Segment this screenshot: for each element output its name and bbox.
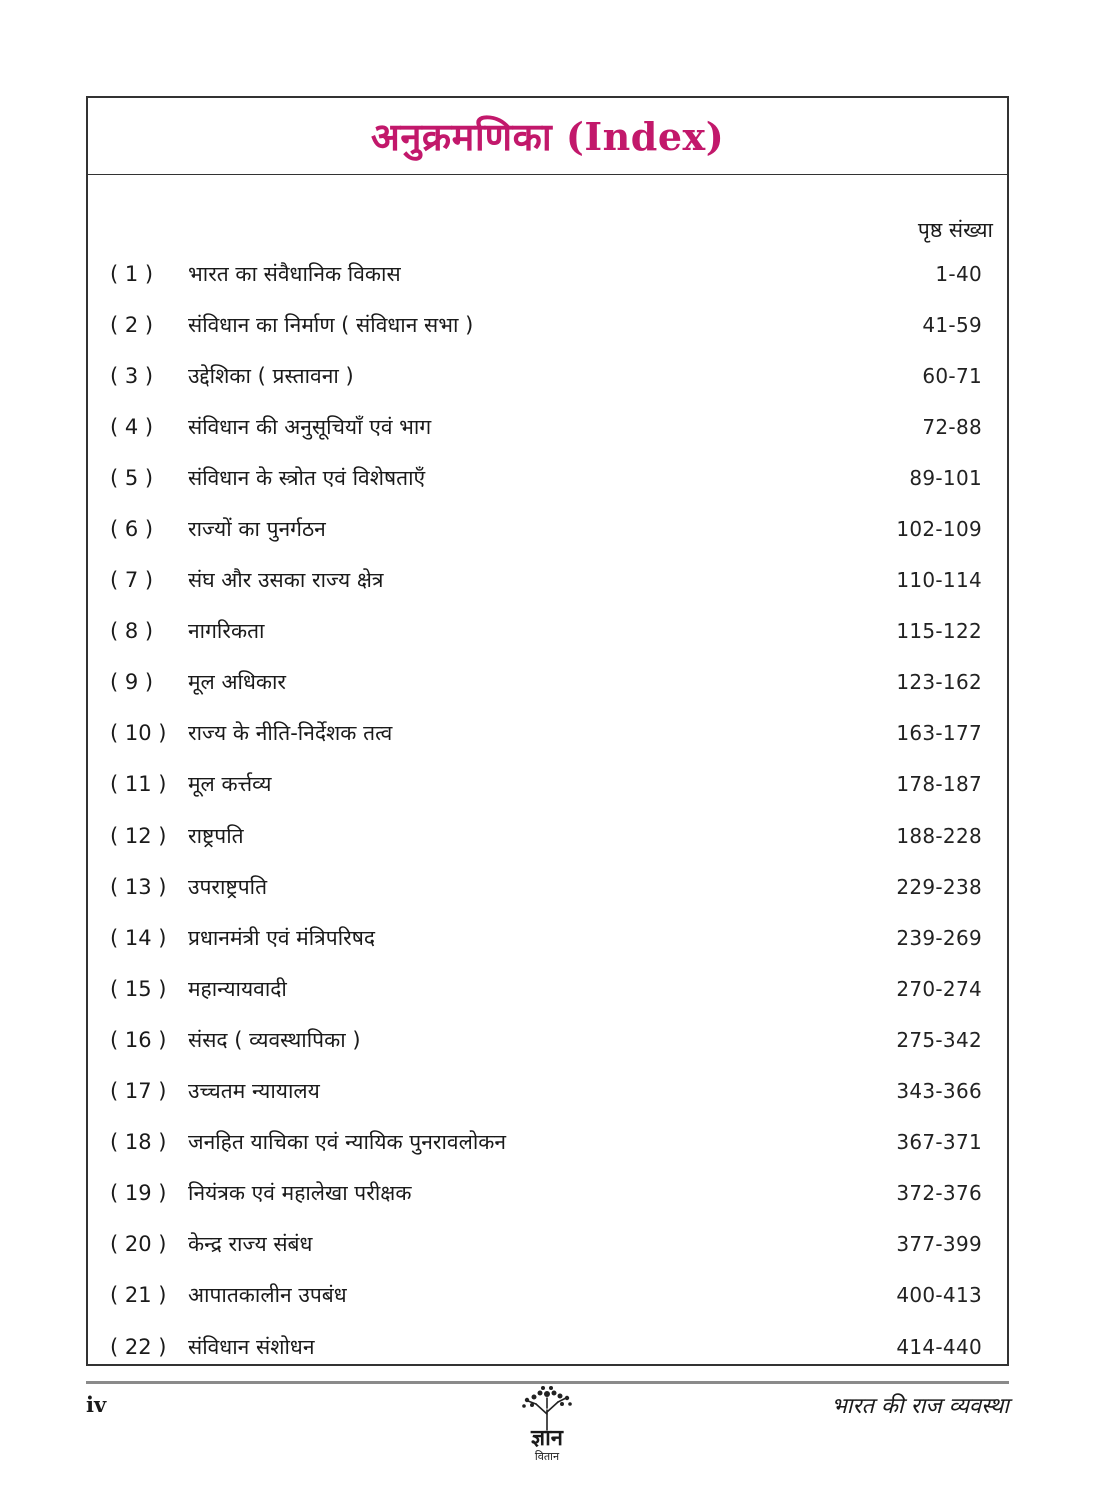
index-entry: [88, 861, 1007, 912]
entry-number: ( 14 ): [110, 925, 167, 950]
entry-pages: 102-109: [896, 517, 982, 542]
logo-subtext: वितान: [534, 1450, 560, 1463]
entry-number: ( 5 ): [110, 465, 154, 490]
entry-number: ( 15 ): [110, 976, 167, 1001]
entry-title: संघ और उसका राज्य क्षेत्र: [188, 568, 384, 593]
page-number-column-heading: पृष्ठ संख्या: [917, 218, 993, 242]
entry-title: नियंत्रक एवं महालेखा परीक्षक: [188, 1181, 412, 1206]
entry-pages: 239-269: [896, 925, 982, 950]
index-entry: [88, 1117, 1007, 1168]
entry-number: ( 12 ): [110, 823, 167, 848]
entry-number: ( 17 ): [110, 1079, 167, 1104]
entry-number: ( 2 ): [110, 312, 154, 337]
page-title: अनुक्रमणिका (Index): [370, 114, 725, 159]
index-entry: [88, 606, 1007, 657]
entry-title: भारत का संवैधानिक विकास: [188, 261, 401, 286]
entry-number: ( 16 ): [110, 1027, 167, 1052]
index-entry: [88, 1168, 1007, 1219]
entry-pages: 367-371: [896, 1130, 982, 1155]
entry-number: ( 3 ): [110, 363, 154, 388]
entry-number: ( 18 ): [110, 1130, 167, 1155]
entry-title: जनहित याचिका एवं न्यायिक पुनरावलोकन: [188, 1130, 507, 1155]
page-folio: iv: [86, 1392, 107, 1417]
entry-title: मूल अधिकार: [188, 670, 287, 695]
entry-number: ( 21 ): [110, 1283, 167, 1308]
index-list: [88, 248, 1007, 1372]
index-entry: [88, 503, 1007, 554]
entry-title: उच्चतम न्यायालय: [188, 1079, 320, 1104]
index-entry: [88, 1014, 1007, 1065]
index-entry: [88, 452, 1007, 503]
index-frame: [86, 96, 1009, 1366]
entry-pages: 400-413: [896, 1283, 982, 1308]
entry-pages: 41-59: [922, 312, 982, 337]
entry-number: ( 6 ): [110, 517, 154, 542]
entry-pages: 343-366: [896, 1079, 982, 1104]
publisher-logo: [512, 1384, 582, 1466]
index-entry: [88, 759, 1007, 810]
entry-pages: 414-440: [896, 1334, 982, 1359]
entry-pages: 377-399: [896, 1232, 982, 1257]
index-entry: [88, 963, 1007, 1014]
entry-title: संविधान का निर्माण ( संविधान सभा ): [188, 312, 474, 337]
entry-pages: 1-40: [935, 261, 982, 286]
entry-pages: 188-228: [896, 823, 982, 848]
index-entry: [88, 401, 1007, 452]
entry-number: ( 4 ): [110, 414, 154, 439]
entry-pages: 178-187: [896, 772, 982, 797]
index-entry: [88, 708, 1007, 759]
entry-number: ( 13 ): [110, 874, 167, 899]
entry-title: मूल कर्त्तव्य: [188, 772, 272, 797]
entry-pages: 89-101: [909, 465, 982, 490]
entry-number: ( 22 ): [110, 1334, 167, 1359]
index-entry: [88, 555, 1007, 606]
index-entry: [88, 1321, 1007, 1372]
entry-number: ( 9 ): [110, 670, 154, 695]
entry-pages: 229-238: [896, 874, 982, 899]
entry-title: राष्ट्रपति: [188, 823, 244, 848]
running-title: भारत की राज व्यवस्था: [831, 1394, 1009, 1419]
logo-wordmark: ज्ञान: [530, 1426, 563, 1451]
index-entry: [88, 299, 1007, 350]
entry-pages: 72-88: [922, 414, 982, 439]
index-entry: [88, 912, 1007, 963]
entry-title: केन्द्र राज्य संबंध: [188, 1232, 313, 1257]
entry-number: ( 1 ): [110, 261, 154, 286]
entry-pages: 275-342: [896, 1027, 982, 1052]
entry-title: आपातकालीन उपबंध: [188, 1283, 347, 1308]
title-band: [88, 98, 1007, 175]
entry-number: ( 20 ): [110, 1232, 167, 1257]
tree-icon: [512, 1384, 582, 1432]
entry-title: नागरिकता: [188, 619, 265, 644]
index-entry: [88, 1066, 1007, 1117]
entry-number: ( 8 ): [110, 619, 154, 644]
entry-pages: 270-274: [896, 976, 982, 1001]
index-entry: [88, 1219, 1007, 1270]
entry-title: संसद ( व्यवस्थापिका ): [188, 1027, 361, 1052]
entry-pages: 115-122: [896, 619, 982, 644]
entry-title: संविधान के स्त्रोत एवं विशेषताएँ: [188, 465, 426, 490]
entry-number: ( 11 ): [110, 772, 167, 797]
entry-number: ( 7 ): [110, 568, 154, 593]
entry-pages: 60-71: [922, 363, 982, 388]
index-entry: [88, 350, 1007, 401]
entry-number: ( 10 ): [110, 721, 167, 746]
index-entry: [88, 810, 1007, 861]
entry-pages: 110-114: [896, 568, 982, 593]
entry-title: महान्यायवादी: [188, 976, 287, 1001]
index-entry: [88, 1270, 1007, 1321]
index-entry: [88, 657, 1007, 708]
entry-title: संविधान की अनुसूचियाँ एवं भाग: [188, 414, 432, 439]
entry-pages: 123-162: [896, 670, 982, 695]
entry-title: प्रधानमंत्री एवं मंत्रिपरिषद: [188, 925, 376, 950]
entry-number: ( 19 ): [110, 1181, 167, 1206]
entry-pages: 372-376: [896, 1181, 982, 1206]
entry-title: उपराष्ट्रपति: [188, 874, 268, 899]
index-entry: [88, 248, 1007, 299]
entry-title: राज्य के नीति-निर्देशक तत्व: [188, 721, 393, 746]
entry-title: संविधान संशोधन: [188, 1334, 315, 1359]
entry-pages: 163-177: [896, 721, 982, 746]
entry-title: उद्देशिका ( प्रस्तावना ): [188, 363, 354, 388]
entry-title: राज्यों का पुनर्गठन: [188, 517, 326, 542]
